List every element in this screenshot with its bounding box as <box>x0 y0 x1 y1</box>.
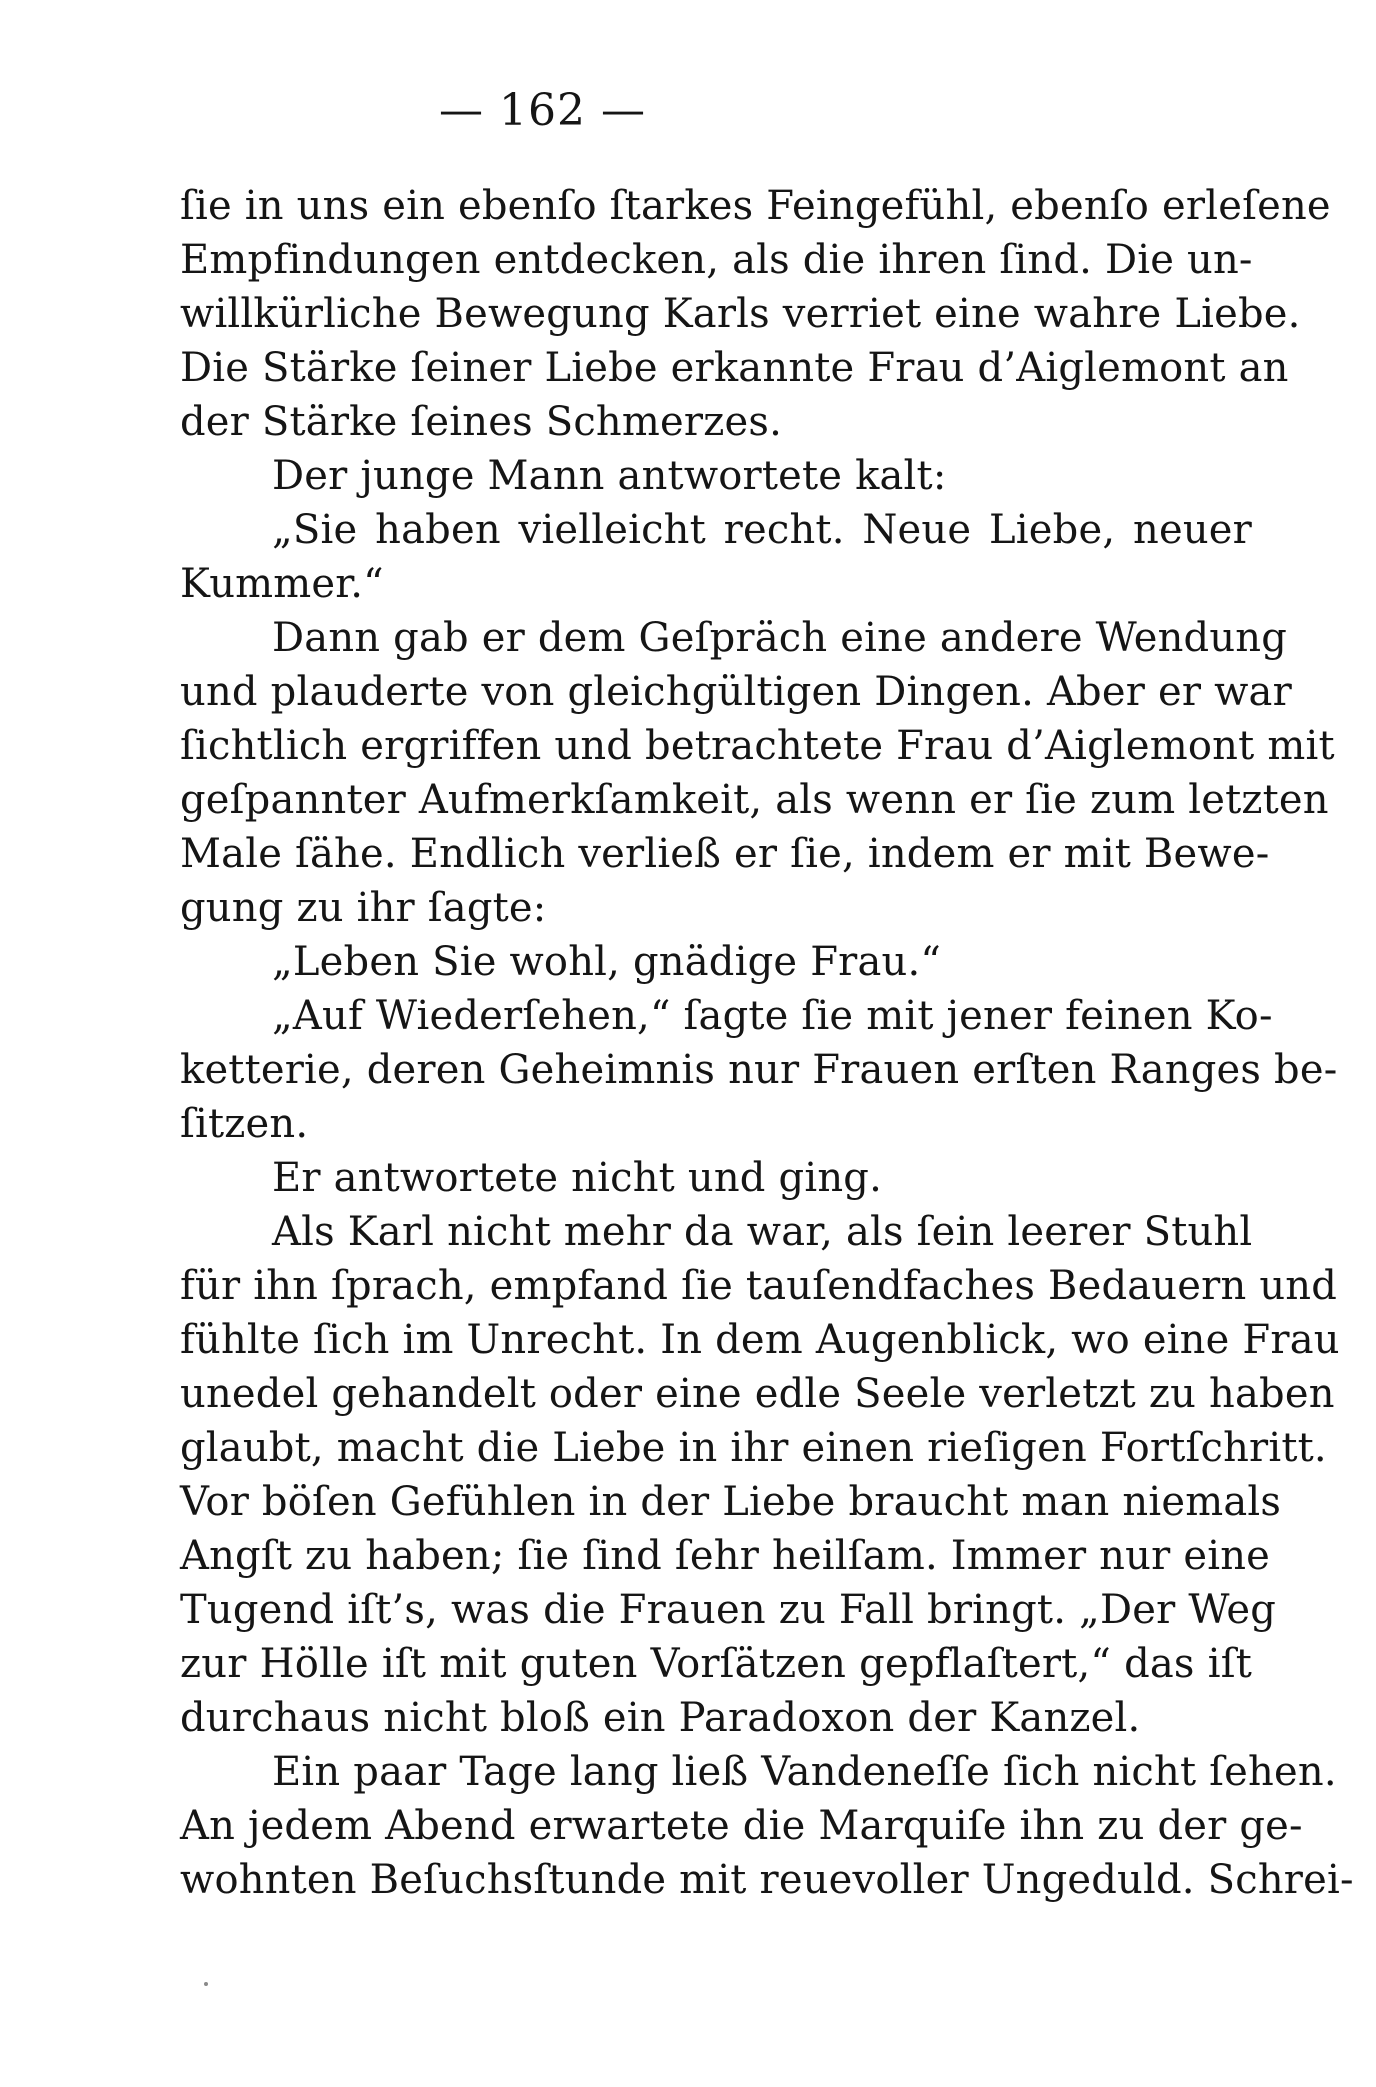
page-number: — 162 — <box>439 85 646 136</box>
text-line: der Stärke ſeines Schmerzes. <box>180 399 783 445</box>
text-line: Angſt zu haben; ſie ſind ſehr heilſam. Immer nur eine <box>180 1533 1271 1579</box>
text-line: Tugend iſt’s, was die Frauen zu Fall bringt. „Der Weg <box>180 1587 1277 1633</box>
text-line: ſichtlich ergriffen und betrachtete Frau d’Aiglemont mit <box>180 723 1335 769</box>
text-line: willkürliche Bewegung Karls verriet eine wahre Liebe. <box>180 291 1301 337</box>
text-line: „Sie haben vielleicht recht. Neue Liebe, neuer <box>272 507 1252 553</box>
text-line: geſpannter Aufmerkſamkeit, als wenn er ſie zum letzten <box>180 777 1329 823</box>
text-line: Ein paar Tage lang ließ Vandeneſſe ſich nicht ſehen. <box>272 1749 1337 1795</box>
text-line: und plauderte von gleichgültigen Dingen. Aber er war <box>180 669 1292 715</box>
paper-speck <box>204 1982 208 1986</box>
text-line: durchaus nicht bloß ein Paradoxon der Kanzel. <box>180 1695 1141 1741</box>
text-line: An jedem Abend erwartete die Marquiſe ihn zu der ge- <box>180 1803 1303 1849</box>
text-line: unedel gehandelt oder eine edle Seele verletzt zu haben <box>180 1371 1335 1417</box>
text-line: zur Hölle iſt mit guten Vorſätzen gepflaſtert,“ das iſt <box>180 1641 1252 1687</box>
text-line: glaubt, macht die Liebe in ihr einen rieſigen Fortſchritt. <box>180 1425 1327 1471</box>
text-line: für ihn ſprach, empfand ſie tauſendfaches Bedauern und <box>180 1263 1338 1309</box>
text-line: ketterie, deren Geheimnis nur Frauen erſten Ranges be- <box>180 1047 1338 1093</box>
text-line: Er antwortete nicht und ging. <box>272 1155 882 1201</box>
text-line: Die Stärke ſeiner Liebe erkannte Frau d’Aiglemont an <box>180 345 1289 391</box>
text-line: ſie in uns ein ebenſo ſtarkes Feingefühl, ebenſo erleſene <box>180 183 1331 229</box>
text-line: fühlte ſich im Unrecht. In dem Augenblick, wo eine Frau <box>180 1317 1340 1363</box>
text-line: ſitzen. <box>180 1101 309 1147</box>
text-line: gung zu ihr ſagte: <box>180 885 547 931</box>
text-line: Der junge Mann antwortete kalt: <box>272 453 947 499</box>
text-line: Vor böſen Gefühlen in der Liebe braucht man niemals <box>180 1479 1282 1525</box>
text-line: wohnten Beſuchsſtunde mit reuevoller Ungeduld. Schrei- <box>180 1857 1354 1903</box>
text-line: Empfindungen entdecken, als die ihren ſind. Die un- <box>180 237 1253 283</box>
text-line: Dann gab er dem Geſpräch eine andere Wendung <box>272 615 1288 661</box>
text-line: Als Karl nicht mehr da war, als ſein leerer Stuhl <box>272 1209 1253 1255</box>
text-line: „Auf Wiederſehen,“ ſagte ſie mit jener feinen Ko- <box>272 993 1273 1039</box>
text-line: Male ſähe. Endlich verließ er ſie, indem er mit Bewe- <box>180 831 1270 877</box>
text-line: „Leben Sie wohl, gnädige Frau.“ <box>272 939 942 985</box>
text-line: Kummer.“ <box>180 561 384 607</box>
